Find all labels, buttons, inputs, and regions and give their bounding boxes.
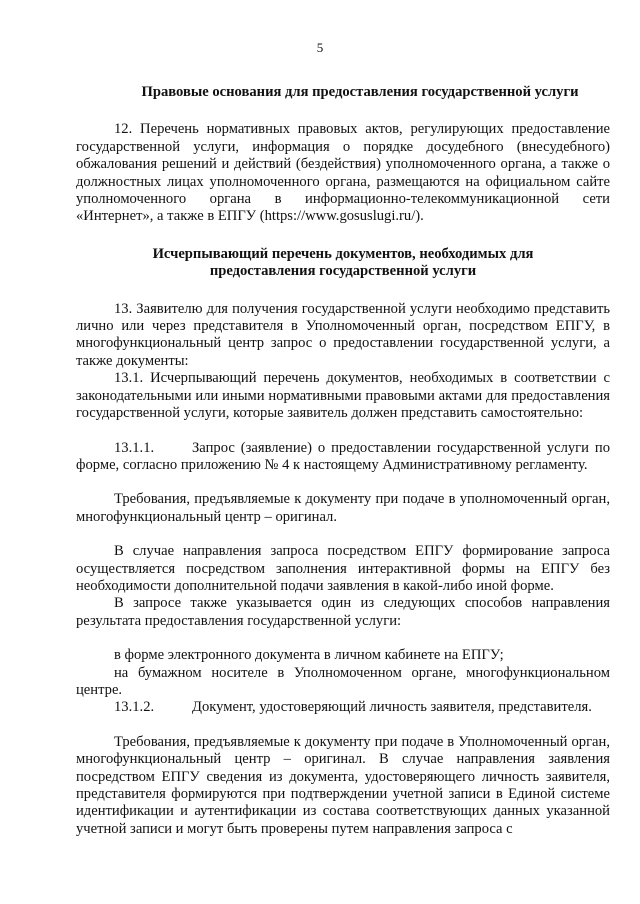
- paragraph-13: 13. Заявителю для получения государственной услуги необходимо представить лично или через представителя в Уполномоченный орган, посредством ЕПГУ, в многофункциональный центр запрос о предоставлении государственной услуги, а также документы:: [76, 300, 610, 369]
- paragraph-methods: В запросе также указывается один из следующих способов направления результата предоставления государственной услуги:: [76, 595, 610, 629]
- item-text: Документ, удостоверяющий личность заявителя, представителя.: [192, 699, 592, 716]
- section-heading-documents-line1: Исчерпывающий перечень документов, необходимых для: [152, 245, 534, 262]
- list-item-method-paper: на бумажном носителе в Уполномоченном органе, многофункциональном центре.: [76, 664, 610, 698]
- document-body: [76, 84, 610, 838]
- page-number: 5: [316, 40, 324, 55]
- paragraph-epgu: В случае направления запроса посредством ЕПГУ формирование запроса осуществляется посредством заполнения интерактивной формы на ЕПГУ без необходимости дополнительной подачи заявления в какой-либо иной форме.: [76, 543, 610, 594]
- paragraph-requirements-1: Требования, предъявляемые к документу при подаче в уполномоченный орган, многофункциональный центр – оригинал.: [76, 491, 610, 525]
- paragraph-12: 12. Перечень нормативных правовых актов, регулирующих предоставление государственной услуги, информация о порядке досудебного (внесудебного) обжалования решений и действий (бездействия) уполномоченного органа, а также о должностных лицах уполномоченного органа, размещаются на официальном сайте уполномоченного органа в информационно-телекоммуникационной сети «Интернет», а также в ЕПГУ (https://www.gosuslugi.ru/).: [76, 121, 610, 225]
- section-heading-documents: [76, 246, 610, 281]
- paragraph-13-1-2: [76, 699, 610, 716]
- item-text: Запрос (заявление) о предоставлении государственной услуги по форме, согласно приложению № 4 к настоящему Административному регламенту.: [76, 439, 610, 473]
- paragraph-13-1: 13.1. Исчерпывающий перечень документов, необходимых в соответствии с законодательными или иными нормативными правовыми актами для предоставления государственной услуги, которые заявитель должен представить самостоятельно:: [76, 370, 610, 422]
- section-heading-legal-basis: Правовые основания для предоставления государственной услуги: [141, 84, 579, 100]
- item-number: 13.1.2.: [114, 699, 155, 716]
- item-number: 13.1.1.: [114, 439, 155, 456]
- list-item-method-electronic: в форме электронного документа в личном кабинете на ЕПГУ;: [114, 647, 504, 664]
- paragraph-13-1-1: [76, 440, 610, 475]
- section-heading-documents-line2: предоставления государственной услуги: [209, 263, 477, 280]
- paragraph-requirements-2: Требования, предъявляемые к документу при подаче в Уполномоченный орган, многофункциональный центр – оригинал. В случае направления заявления посредством ЕПГУ сведения из документа, удостоверяющего личность заявителя, представителя формируются при подтверждении учетной записи в Единой системе идентификации и аутентификации из состава соответствующих данных указанной учетной записи и могут быть проверены путем направления запроса с: [76, 733, 610, 837]
